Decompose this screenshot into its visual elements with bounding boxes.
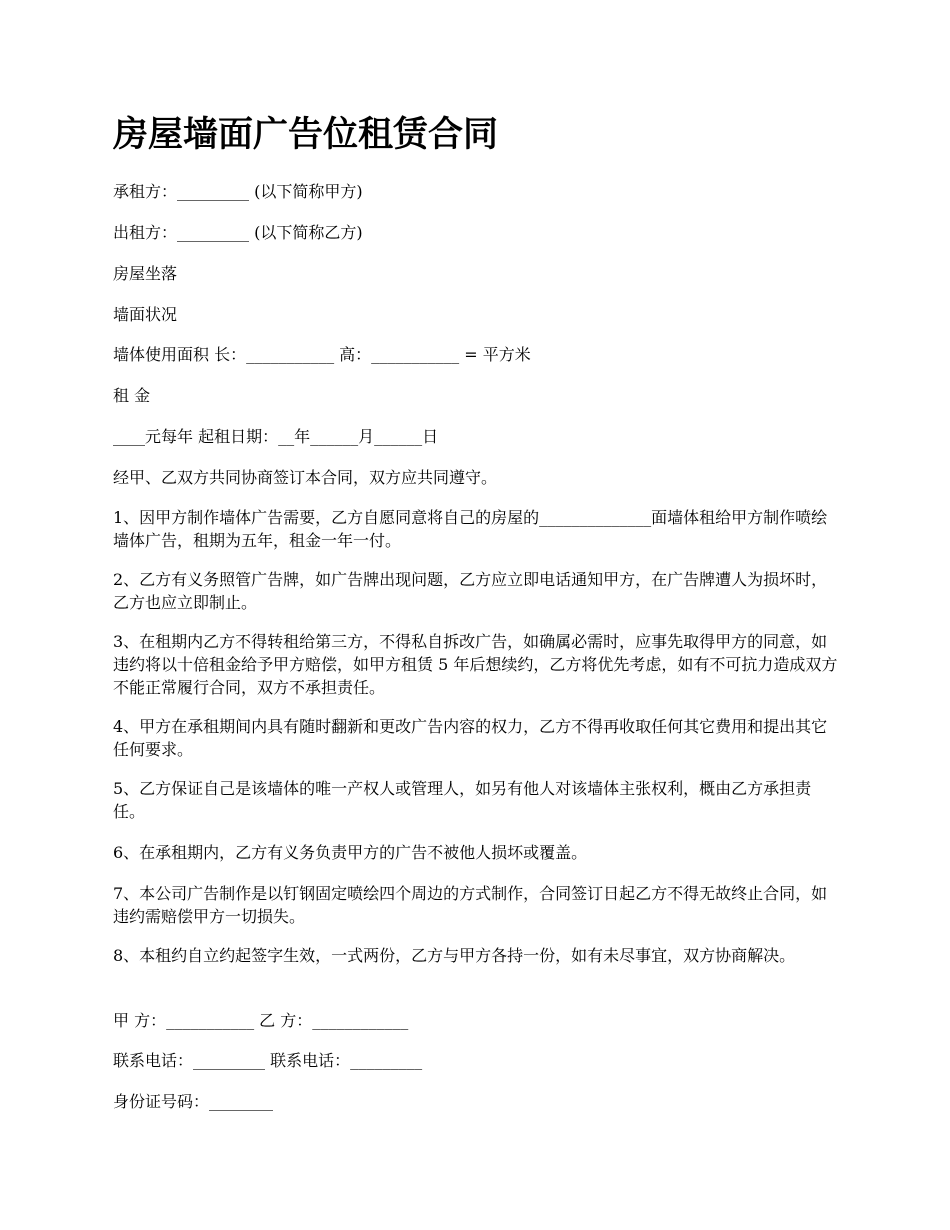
id-number-line: 身份证号码：________ bbox=[113, 1092, 274, 1111]
clause-5: 5、乙方保证自己是该墙体的唯一产权人或管理人，如另有他人对该墙体主张权利，概由乙方承担责任。 bbox=[113, 779, 812, 821]
contact-phone-line: 联系电话：_________ 联系电话：_________ bbox=[113, 1051, 423, 1070]
wall-area-line: 墙体使用面积 长：___________ 高：___________ = 平方米 bbox=[113, 345, 531, 364]
document-title: 房屋墙面广告位租赁合同 bbox=[113, 114, 499, 155]
clause-4: 4、甲方在承租期间内具有随时翻新和更改广告内容的权力，乙方不得再收取任何其它费用和提出其它任何要求。 bbox=[113, 717, 828, 759]
landlord-line: 出租方：_________ (以下简称乙方) bbox=[113, 223, 363, 242]
clause-3: 3、在租期内乙方不得转租给第三方，不得私自拆改广告，如确属必需时，应事先取得甲方的同意，如违约将以十倍租金给予甲方赔偿，如甲方租赁 5 年后想续约，乙方将优先考虑，如有不可抗力造成双方不能正常履行合同，双方不承担责任。 bbox=[113, 632, 838, 697]
clause-1: 1、因甲方制作墙体广告需要，乙方自愿同意将自己的房屋的______________面墙体租给甲方制作喷绘墙体广告，租期为五年，租金一年一付。 bbox=[113, 508, 828, 550]
clause-7: 7、本公司广告制作是以钉钢固定喷绘四个周边的方式制作，合同签订日起乙方不得无故终止合同，如违约需赔偿甲方一切损失。 bbox=[113, 884, 828, 926]
rent-label: 租 金 bbox=[113, 386, 151, 405]
agreement-intro: 经甲、乙双方共同协商签订本合同，双方应共同遵守。 bbox=[113, 468, 498, 487]
clause-6: 6、在承租期内，乙方有义务负责甲方的广告不被他人损坏或覆盖。 bbox=[113, 843, 588, 862]
rent-start-date-line: ____元每年 起租日期：__年______月______日 bbox=[113, 427, 439, 446]
tenant-line: 承租方：_________ (以下简称甲方) bbox=[113, 182, 363, 201]
house-location-line: 房屋坐落 bbox=[113, 264, 178, 283]
wall-condition-line: 墙面状况 bbox=[113, 305, 178, 324]
party-signature-line: 甲 方：___________ 乙 方：____________ bbox=[113, 1011, 409, 1030]
clause-2: 2、乙方有义务照管广告牌，如广告牌出现问题，乙方应立即电话通知甲方，在广告牌遭人为损坏时，乙方也应立即制止。 bbox=[113, 570, 828, 612]
clause-8: 8、本租约自立约起签字生效，一式两份，乙方与甲方各持一份，如有未尽事宜，双方协商解决。 bbox=[113, 946, 796, 965]
